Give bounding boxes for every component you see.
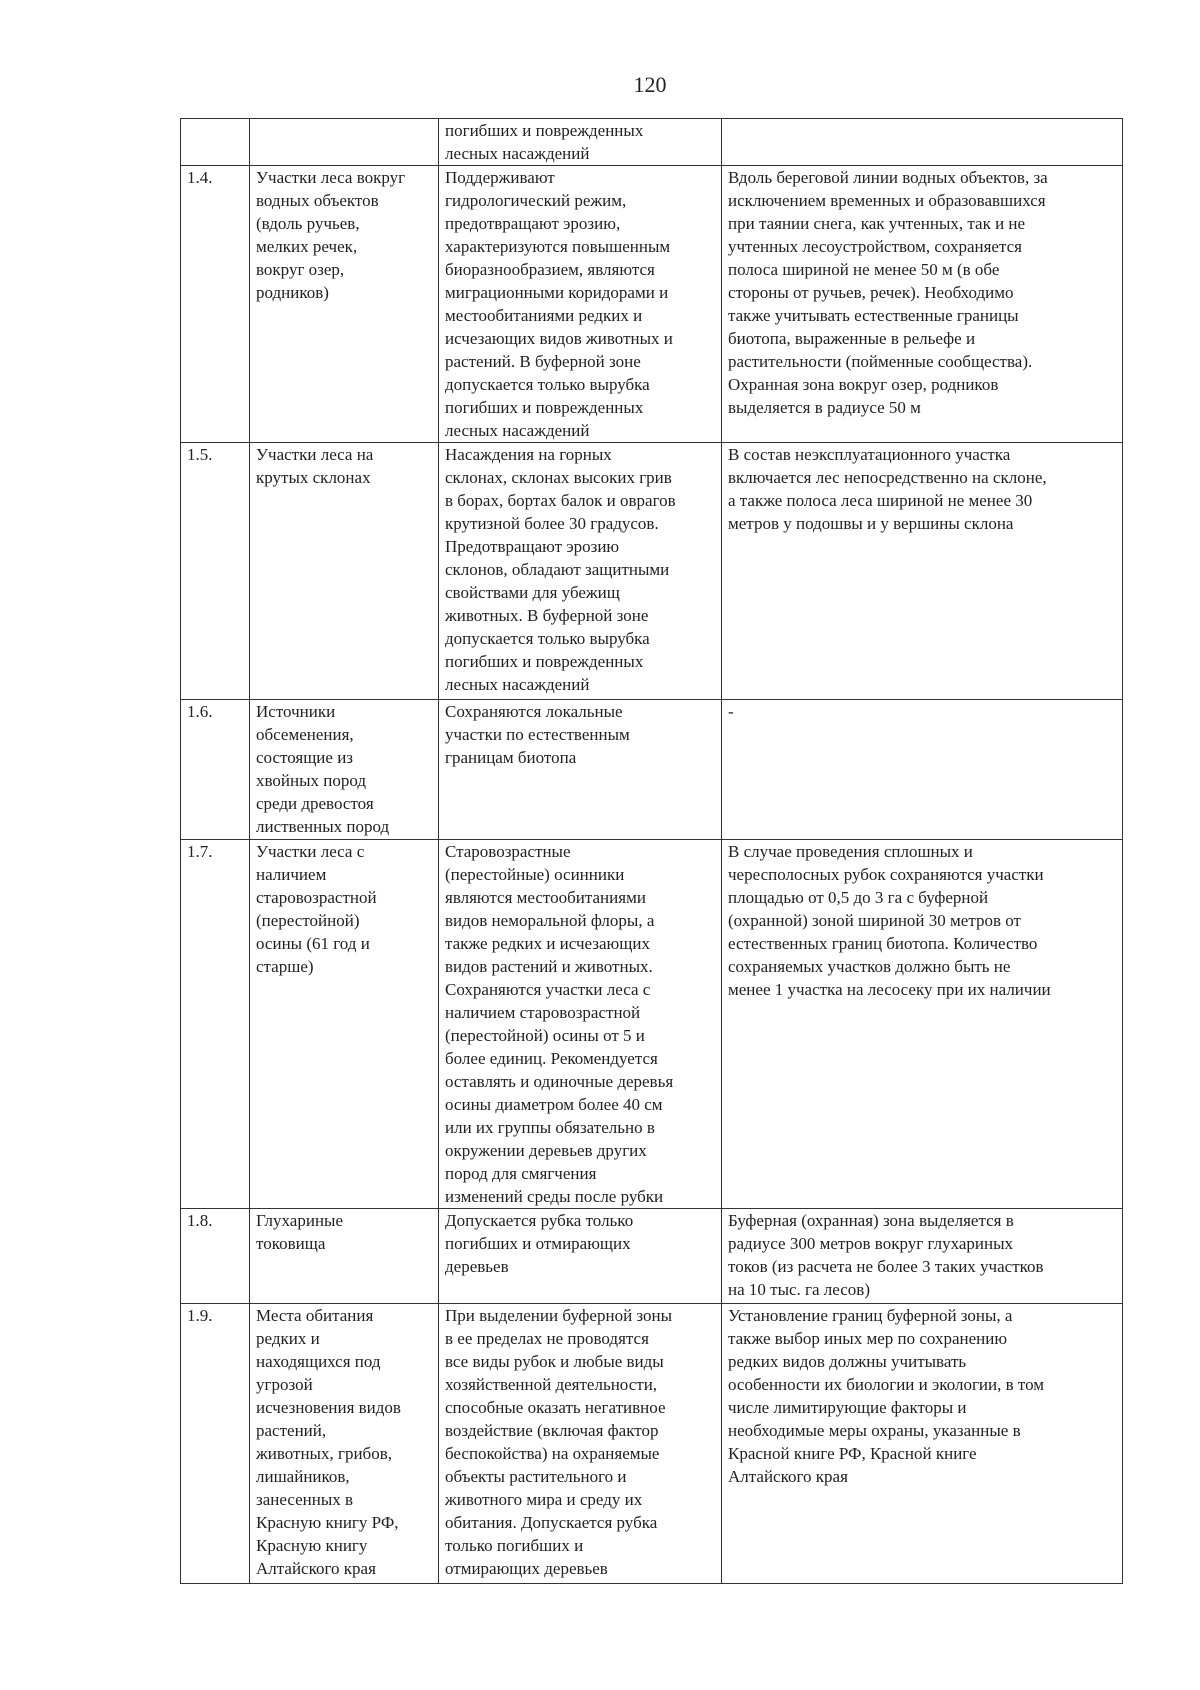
- table-row: [181, 840, 1123, 1209]
- table-row: [181, 119, 1123, 166]
- measures-cell: В случае проведения сплошных и чересполосных рубок сохраняются участки площадью от 0,5 до 3 га с буферной (охранной) зоной шириной 30 метров от естественных границ биотопа. Количество сохраняемых участков должно быть не менее 1 участка на лесосеку при их наличии: [722, 840, 1123, 1209]
- measures-cell: Установление границ буферной зоны, а также выбор иных мер по сохранению редких видов должны учитывать особенности их биологии и экологии, в том числе лимитирующие факторы и необходимые меры охраны, указанные в Красной книге РФ, Красной книге Алтайского края: [722, 1304, 1123, 1584]
- description-cell: Допускается рубка только погибших и отмирающих деревьев: [439, 1209, 722, 1304]
- measures-cell: Вдоль береговой линии водных объектов, за исключением временных и образовавшихся при таянии снега, как учтенных, так и не учтенных лесоустройством, сохраняется полоса шириной не менее 50 м (в обе стороны от ручьев, речек). Необходимо также учитывать естественные границы биотопа, выраженные в рельефе и растительности (пойменные сообщества). Охранная зона вокруг озер, родников выделяется в радиусе 50 м: [722, 166, 1123, 443]
- description-cell: При выделении буферной зоны в ее пределах не проводятся все виды рубок и любые виды хозяйственной деятельности, способные оказать негативное воздействие (включая фактор беспокойства) на охраняемые объекты растительного и животного мира и среду их обитания. Допускается рубка только погибших и отмирающих деревьев: [439, 1304, 722, 1584]
- table-row: [181, 443, 1123, 700]
- row-number: 1.6.: [181, 700, 250, 840]
- row-number: 1.5.: [181, 443, 250, 700]
- object-cell: Участки леса вокруг водных объектов (вдоль ручьев, мелких речек, вокруг озер, родников): [250, 166, 439, 443]
- object-cell: [250, 119, 439, 166]
- description-cell: погибших и поврежденных лесных насаждений: [439, 119, 722, 166]
- row-number: [181, 119, 250, 166]
- protection-table: [180, 118, 1123, 1584]
- table-row: [181, 166, 1123, 443]
- table-row: [181, 1304, 1123, 1584]
- object-cell: Места обитания редких и находящихся под угрозой исчезновения видов растений, животных, грибов, лишайников, занесенных в Красную книгу РФ, Красную книгу Алтайского края: [250, 1304, 439, 1584]
- row-number: 1.7.: [181, 840, 250, 1209]
- object-cell: Участки леса с наличием старовозрастной (перестойной) осины (61 год и старше): [250, 840, 439, 1209]
- row-number: 1.9.: [181, 1304, 250, 1584]
- table-row: [181, 700, 1123, 840]
- measures-cell: В состав неэксплуатационного участка включается лес непосредственно на склоне, а также полоса леса шириной не менее 30 метров у подошвы и у вершины склона: [722, 443, 1123, 700]
- measures-cell: Буферная (охранная) зона выделяется в радиусе 300 метров вокруг глухариных токов (из расчета не более 3 таких участков на 10 тыс. га лесов): [722, 1209, 1123, 1304]
- table-row: [181, 1209, 1123, 1304]
- object-cell: Источники обсеменения, состоящие из хвойных пород среди древостоя лиственных пород: [250, 700, 439, 840]
- measures-cell: [722, 119, 1123, 166]
- description-cell: Сохраняются локальные участки по естественным границам биотопа: [439, 700, 722, 840]
- page-number: 120: [633, 72, 667, 97]
- row-number: 1.8.: [181, 1209, 250, 1304]
- object-cell: Участки леса на крутых склонах: [250, 443, 439, 700]
- description-cell: Поддерживают гидрологический режим, предотвращают эрозию, характеризуются повышенным биоразнообразием, являются миграционными коридорами и местообитаниями редких и исчезающих видов животных и растений. В буферной зоне допускается только вырубка погибших и поврежденных лесных насаждений: [439, 166, 722, 443]
- object-cell: Глухариные токовища: [250, 1209, 439, 1304]
- measures-cell: -: [722, 700, 1123, 840]
- description-cell: Старовозрастные (перестойные) осинники являются местообитаниями видов неморальной флоры, а также редких и исчезающих видов растений и животных. Сохраняются участки леса с наличием старовозрастной (перестойной) осины от 5 и более единиц. Рекомендуется оставлять и одиночные деревья осины диаметром более 40 см или их группы обязательно в окружении деревьев других пород для смягчения изменений среды после рубки: [439, 840, 722, 1209]
- description-cell: Насаждения на горных склонах, склонах высоких грив в борах, бортах балок и оврагов крутизной более 30 градусов. Предотвращают эрозию склонов, обладают защитными свойствами для убежищ животных. В буферной зоне допускается только вырубка погибших и поврежденных лесных насаждений: [439, 443, 722, 700]
- row-number: 1.4.: [181, 166, 250, 443]
